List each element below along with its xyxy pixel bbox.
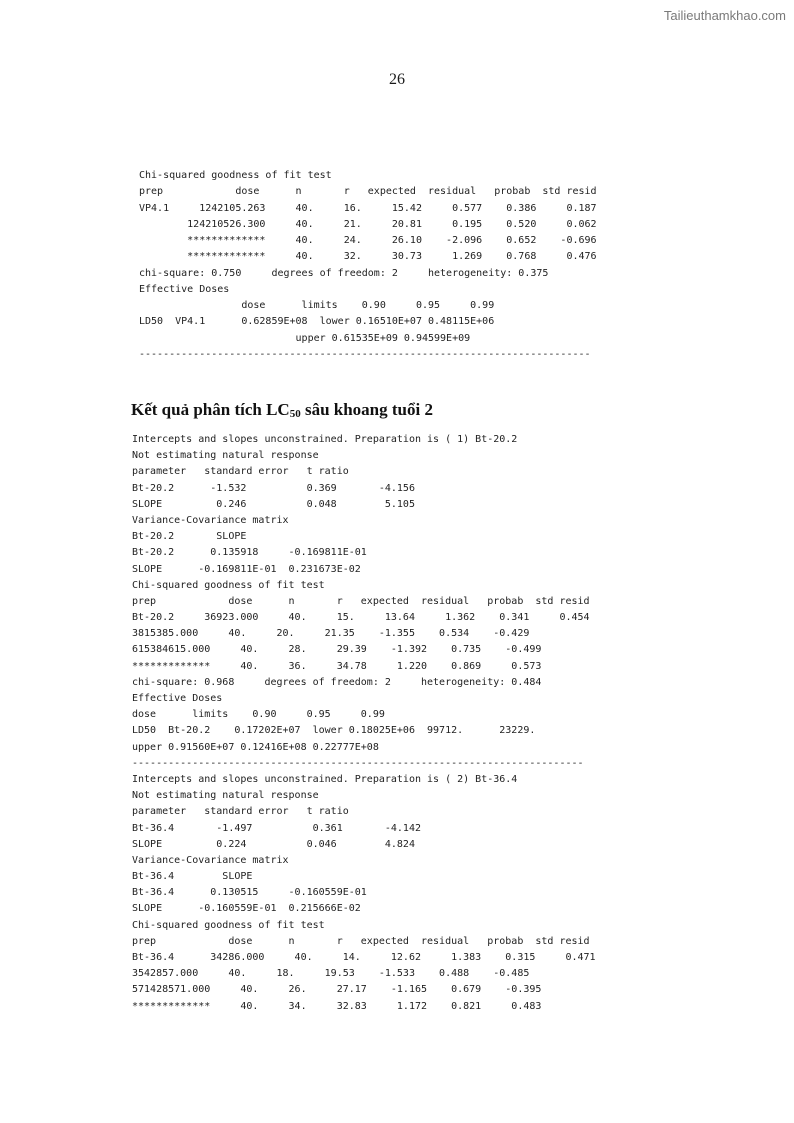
heading-prefix: Kết quả phân tích LC <box>131 400 290 419</box>
section-heading <box>131 400 433 420</box>
heading-suffix: sâu khoang tuổi 2 <box>300 400 433 419</box>
output-line: 3815385.000 40. 20. 21.35 -1.355 0.534 -0.429 <box>132 628 530 640</box>
output-line: parameter standard error t ratio <box>132 806 349 818</box>
output-line: Chi-squared goodness of fit test <box>132 919 325 931</box>
output-line: ************* 40. 34. 32.83 1.172 0.821 0.483 <box>132 1000 542 1012</box>
output-line: Bt-20.2 -1.532 0.369 -4.156 <box>132 482 415 494</box>
output-line: Effective Doses <box>132 693 223 704</box>
heading-subscript: 50 <box>289 408 301 420</box>
output-line: Bt-36.4 0.130515 -0.160559E-01 <box>132 887 367 899</box>
output-line: prep dose n r expected residual probab std resid <box>139 186 597 198</box>
output-line: LD50 Bt-20.2 0.17202E+07 lower 0.18025E+06 99712. 23229. <box>132 725 536 737</box>
output-line: --------------------------------------------------------------------------- <box>132 757 584 769</box>
output-line: VP4.1 1242105.263 40. 16. 15.42 0.577 0.386 0.187 <box>139 202 597 214</box>
output-line: SLOPE -0.169811E-01 0.231673E-02 <box>132 563 361 575</box>
output-line: LD50 VP4.1 0.62859E+08 lower 0.16510E+07 0.48115E+06 <box>139 316 495 328</box>
output-line: Not estimating natural response <box>132 790 319 802</box>
watermark: Tailieuthamkhao.com <box>663 8 786 23</box>
output-line: chi-square: 0.968 degrees of freedom: 2 heterogeneity: 0.484 <box>132 676 542 688</box>
output-line: ************* 40. 24. 26.10 -2.096 0.652 -0.696 <box>139 235 597 246</box>
output-line: Bt-36.4 34286.000 40. 14. 12.62 1.383 0.315 0.471 <box>132 952 596 963</box>
output-line: dose limits 0.90 0.95 0.99 <box>139 300 495 311</box>
output-line: Chi-squared goodness of fit test <box>132 579 325 591</box>
output-line: 615384615.000 40. 28. 29.39 -1.392 0.735 -0.499 <box>132 644 542 656</box>
probit-output-vp41 <box>139 168 597 363</box>
output-line: Intercepts and slopes unconstrained. Preparation is ( 1) Bt-20.2 <box>132 434 518 445</box>
page-number: 26 <box>389 71 405 88</box>
output-line: Bt-20.2 SLOPE <box>132 531 247 543</box>
output-line: parameter standard error t ratio <box>132 466 349 478</box>
output-line: --------------------------------------------------------------------------- <box>139 348 591 360</box>
output-line: Intercepts and slopes unconstrained. Preparation is ( 2) Bt-36.4 <box>132 773 518 785</box>
output-line: 124210526.300 40. 21. 20.81 0.195 0.520 0.062 <box>139 218 597 230</box>
output-line: ************* 40. 32. 30.73 1.269 0.768 0.476 <box>139 251 597 263</box>
output-line: 571428571.000 40. 26. 27.17 -1.165 0.679 -0.395 <box>132 984 542 996</box>
output-line: prep dose n r expected residual probab std resid <box>132 935 590 947</box>
output-line: chi-square: 0.750 degrees of freedom: 2 heterogeneity: 0.375 <box>139 267 549 279</box>
output-line: SLOPE -0.160559E-01 0.215666E-02 <box>132 903 361 915</box>
output-line: Bt-20.2 36923.000 40. 15. 13.64 1.362 0.341 0.454 <box>132 612 590 624</box>
output-line: Not estimating natural response <box>132 450 319 462</box>
output-line: Chi-squared goodness of fit test <box>139 170 332 181</box>
output-line: upper 0.61535E+09 0.94599E+09 <box>139 332 471 344</box>
output-line: Bt-36.4 -1.497 0.361 -4.142 <box>132 822 421 834</box>
output-line: SLOPE 0.224 0.046 4.824 <box>132 838 415 850</box>
output-line: upper 0.91560E+07 0.12416E+08 0.22777E+08 <box>132 741 379 753</box>
output-line: Variance-Covariance matrix <box>132 854 289 866</box>
output-line: Variance-Covariance matrix <box>132 514 289 526</box>
output-line: Bt-20.2 0.135918 -0.169811E-01 <box>132 547 367 559</box>
output-line: 3542857.000 40. 18. 19.53 -1.533 0.488 -0.485 <box>132 968 530 980</box>
output-line: dose limits 0.90 0.95 0.99 <box>132 709 385 721</box>
output-line: Bt-36.4 SLOPE <box>132 871 253 883</box>
output-line: prep dose n r expected residual probab std resid <box>132 595 590 607</box>
probit-output-bt <box>132 432 596 1015</box>
output-line: Effective Doses <box>139 283 230 295</box>
output-line: SLOPE 0.246 0.048 5.105 <box>132 498 415 510</box>
output-line: ************* 40. 36. 34.78 1.220 0.869 0.573 <box>132 660 542 672</box>
